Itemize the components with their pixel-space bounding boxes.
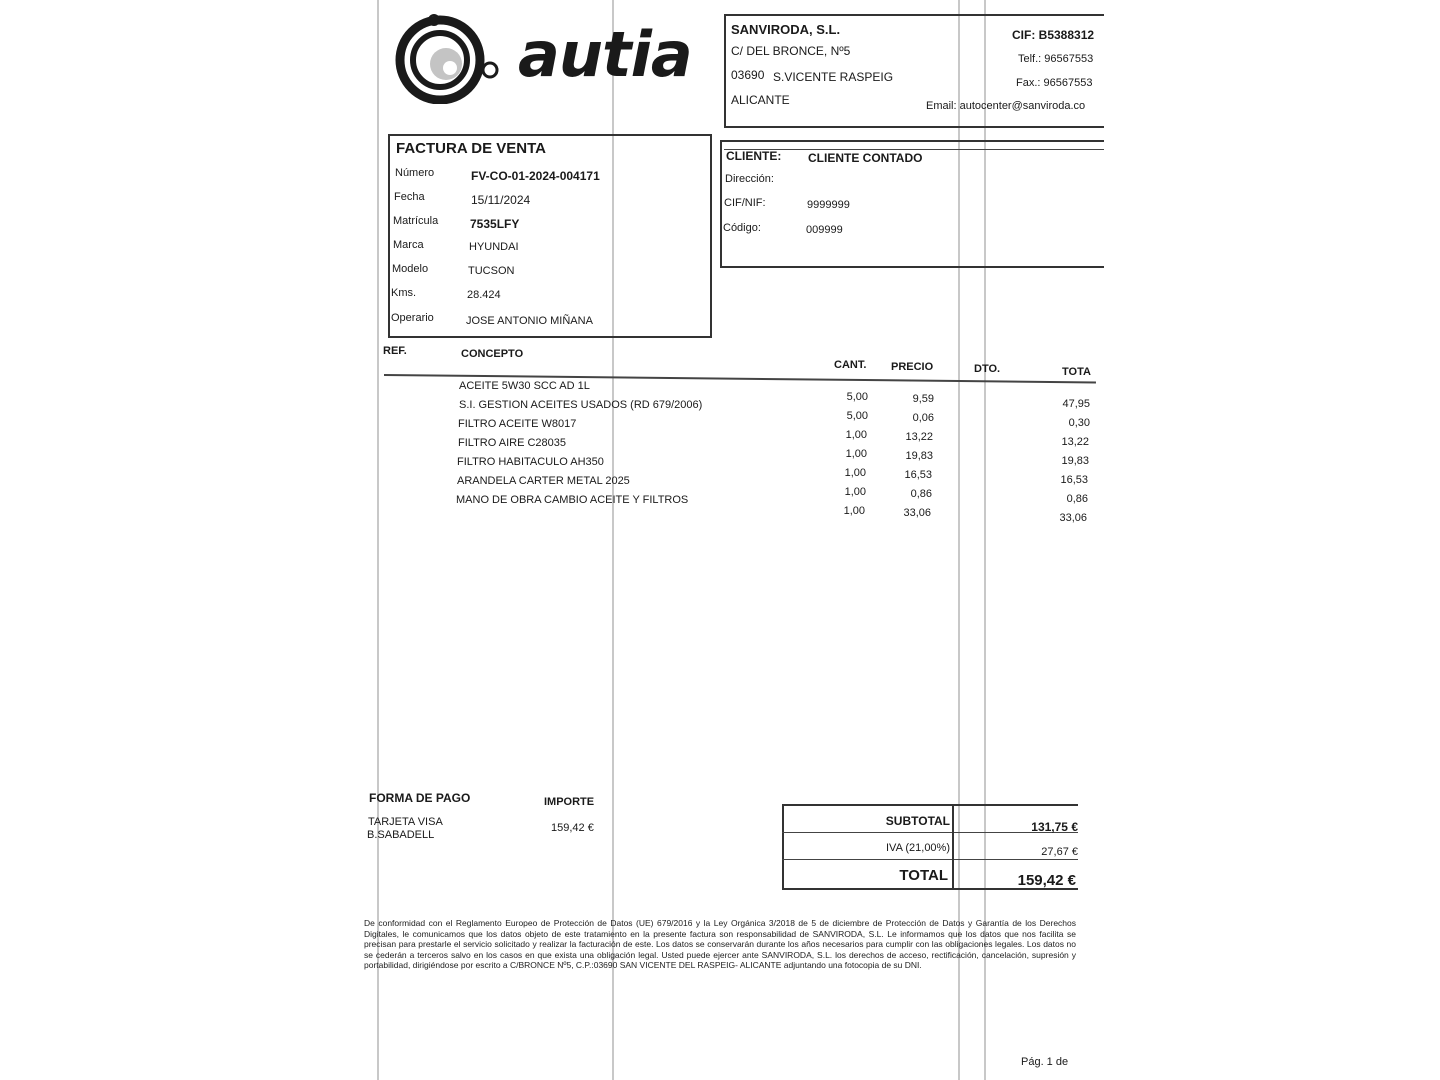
item-total: 0,86	[1066, 493, 1088, 505]
col-header-ref: REF.	[383, 345, 407, 357]
company-city: S.VICENTE RASPEIG	[773, 70, 894, 84]
item-price: 0,86	[910, 488, 932, 500]
client-address-label: Dirección:	[725, 173, 774, 185]
subtotal-label: SUBTOTAL	[885, 814, 950, 828]
item-total: 16,53	[1060, 474, 1088, 486]
item-concept: FILTRO HABITACULO AH350	[457, 456, 604, 468]
item-price: 13,22	[905, 431, 933, 443]
col-header-qty: CANT.	[834, 359, 867, 371]
item-qty: 1,00	[845, 429, 867, 441]
company-email: Email: autocenter@sanviroda.co	[926, 100, 1086, 112]
payment-header-method: FORMA DE PAGO	[369, 791, 471, 805]
totals-column-rule	[952, 804, 954, 890]
company-cif: CIF: B5388312	[1012, 28, 1095, 42]
item-concept: ARANDELA CARTER METAL 2025	[457, 475, 630, 487]
page-number: Pág. 1 de	[1021, 1056, 1069, 1068]
payment-method-line2: B.SABADELL	[367, 829, 435, 841]
client-nif: 9999999	[807, 199, 850, 211]
company-address: C/ DEL BRONCE, Nº5	[731, 44, 851, 58]
item-price: 33,06	[903, 507, 931, 519]
item-qty: 1,00	[845, 448, 867, 460]
item-concept: ACEITE 5W30 SCC AD 1L	[459, 380, 590, 392]
item-total: 19,83	[1061, 455, 1089, 467]
brand-logo-text: autia	[518, 18, 692, 91]
invoice-label-brand: Marca	[393, 239, 424, 251]
invoice-number: FV-CO-01-2024-004171	[471, 169, 600, 183]
company-name: SANVIRODA, S.L.	[731, 22, 841, 37]
invoice-label-kms: Kms.	[391, 287, 417, 299]
company-tel: Telf.: 96567553	[1018, 53, 1094, 65]
col-header-discount: DTO.	[974, 363, 1001, 375]
item-price: 0,06	[912, 412, 934, 424]
invoice-operator: JOSE ANTONIO MIÑANA	[466, 315, 593, 327]
invoice-label-operator: Operario	[391, 312, 434, 324]
item-concept: FILTRO AIRE C28035	[458, 437, 567, 449]
item-concept: S.I. GESTION ACEITES USADOS (RD 679/2006)	[459, 399, 703, 411]
invoice-label-plate: Matrícula	[393, 215, 439, 227]
item-price: 9,59	[912, 393, 934, 405]
item-concept: FILTRO ACEITE W8017	[458, 418, 577, 430]
item-price: 19,83	[905, 450, 933, 462]
total-value: 159,42 €	[1017, 872, 1076, 889]
company-province: ALICANTE	[731, 93, 790, 107]
iva-value: 27,67 €	[1041, 846, 1078, 858]
invoice-plate: 7535LFY	[470, 217, 520, 231]
invoice-kms: 28.424	[467, 289, 501, 301]
invoice-label-date: Fecha	[394, 191, 425, 203]
brand-logo	[390, 12, 518, 109]
invoice-box	[388, 134, 712, 338]
col-header-concept: CONCEPTO	[461, 348, 524, 360]
item-concept: MANO DE OBRA CAMBIO ACEITE Y FILTROS	[456, 494, 689, 506]
item-total: 13,22	[1061, 436, 1089, 448]
company-fax: Fax.: 96567553	[1016, 77, 1093, 89]
invoice-label-number: Número	[395, 167, 435, 179]
col-header-total: TOTA	[1062, 366, 1091, 378]
item-qty: 1,00	[844, 486, 866, 498]
item-total: 47,95	[1062, 398, 1090, 410]
iva-label: IVA (21,00%)	[886, 842, 950, 854]
client-nif-label: CIF/NIF:	[724, 197, 766, 209]
client-name: CLIENTE CONTADO	[808, 151, 923, 165]
client-code-label: Código:	[723, 222, 761, 234]
legal-notice: De conformidad con el Reglamento Europeo de Protección de Datos (UE) 679/2016 y la Ley Orgánica 3/2018 de 5 de diciembre de Protección de Datos y Garantía de los Derechos Digitales, le comunicamos que los datos objeto de este tratamiento en la presente factura son responsabilidad de SANVIRODA, S.L. Le informamos que los datos que nos facilita se precisan para prestarle el servicio solicitado y realizar la facturación de este. Los datos se conservarán durante los años necesarios para cumplir con las obligaciones legales. Los datos no se cederán a terceros salvo en los casos en que exista una obligación legal. Usted puede ejercer ante SANVIRODA, S.L. los derechos de acceso, rectificación, cancelación, supresión y portabilidad, dirigiéndose por escrito a C/BRONCE Nº5, C.P.:03690 SAN VICENTE DEL RASPEIG- ALICANTE adjuntando una fotocopia de su DNI.	[364, 918, 1076, 970]
item-qty: 5,00	[846, 410, 868, 422]
subtotal-value: 131,75 €	[1031, 820, 1078, 834]
invoice-title: FACTURA DE VENTA	[396, 140, 546, 157]
company-postcode: 03690	[731, 68, 765, 82]
autia-logo-icon	[390, 12, 518, 104]
item-qty: 1,00	[843, 505, 865, 517]
invoice-date: 15/11/2024	[471, 193, 531, 207]
client-code: 009999	[806, 224, 843, 236]
total-label: TOTAL	[899, 867, 948, 884]
item-qty: 5,00	[846, 391, 868, 403]
invoice-label-model: Modelo	[392, 263, 429, 275]
totals-divider	[782, 859, 1078, 860]
payment-method-line1: TARJETA VISA	[368, 816, 443, 828]
payment-amount: 159,42 €	[551, 822, 594, 834]
payment-header-amount: IMPORTE	[544, 796, 595, 808]
invoice-brand: HYUNDAI	[469, 241, 519, 253]
item-total: 33,06	[1059, 512, 1087, 524]
col-header-price: PRECIO	[891, 361, 934, 373]
item-price: 16,53	[904, 469, 932, 481]
item-qty: 1,00	[844, 467, 866, 479]
client-label: CLIENTE:	[726, 149, 782, 163]
item-total: 0,30	[1068, 417, 1090, 429]
invoice-model: TUCSON	[468, 265, 515, 277]
